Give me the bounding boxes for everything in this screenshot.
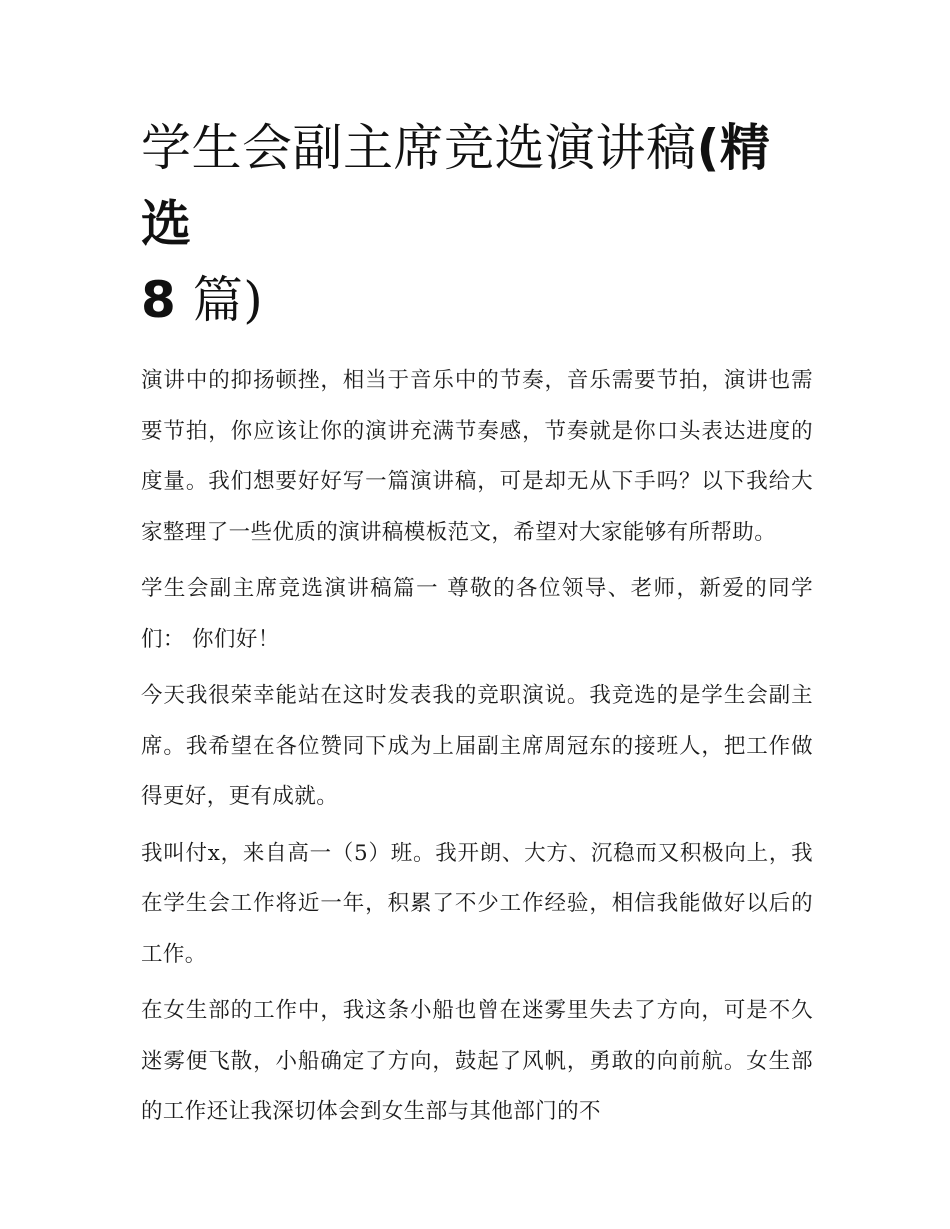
title-main: 学生会副主席竞选演讲稿: [141, 119, 697, 177]
body-paragraph: 今天我很荣幸能站在这时发表我的竞职演说。我竞选的是学生会副主席。我希望在各位赞同下成为上届副主席周冠东的接班人，把工作做得更好，更有成就。: [141, 683, 813, 809]
intro-paragraph: 演讲中的抑扬顿挫，相当于音乐中的节奏，音乐需要节拍，演讲也需要节拍，你应该让你的演讲充满节奏感，节奏就是你口头表达进度的度量。我们想要好好写一篇演讲稿，可是却无从下手吗？以下我给大家整理了一些优质的演讲稿模板范文，希望对大家能够有所帮助。: [141, 368, 813, 545]
speech-heading-paragraph: 学生会副主席竞选演讲稿篇一 尊敬的各位领导、老师，新爱的同学们： 你们好！: [141, 576, 813, 652]
document-content: [141, 110, 813, 1144]
title-tail: 篇): [192, 271, 264, 329]
title-paren: (精选: [141, 119, 771, 253]
document-title: [141, 110, 813, 338]
body-paragraph: 我叫付x，来自高一（5）班。我开朗、大方、沉稳而又积极向上，我在学生会工作将近一年，积累了不少工作经验，相信我能做好以后的工作。: [141, 840, 813, 967]
title-count: 8: [141, 271, 177, 329]
body-paragraph: 在女生部的工作中，我这条小船也曾在迷雾里失去了方向，可是不久迷雾便飞散，小船确定了方向，鼓起了风帆，勇敢的向前航。女生部的工作还让我深切体会到女生部与其他部门的不: [141, 998, 813, 1124]
